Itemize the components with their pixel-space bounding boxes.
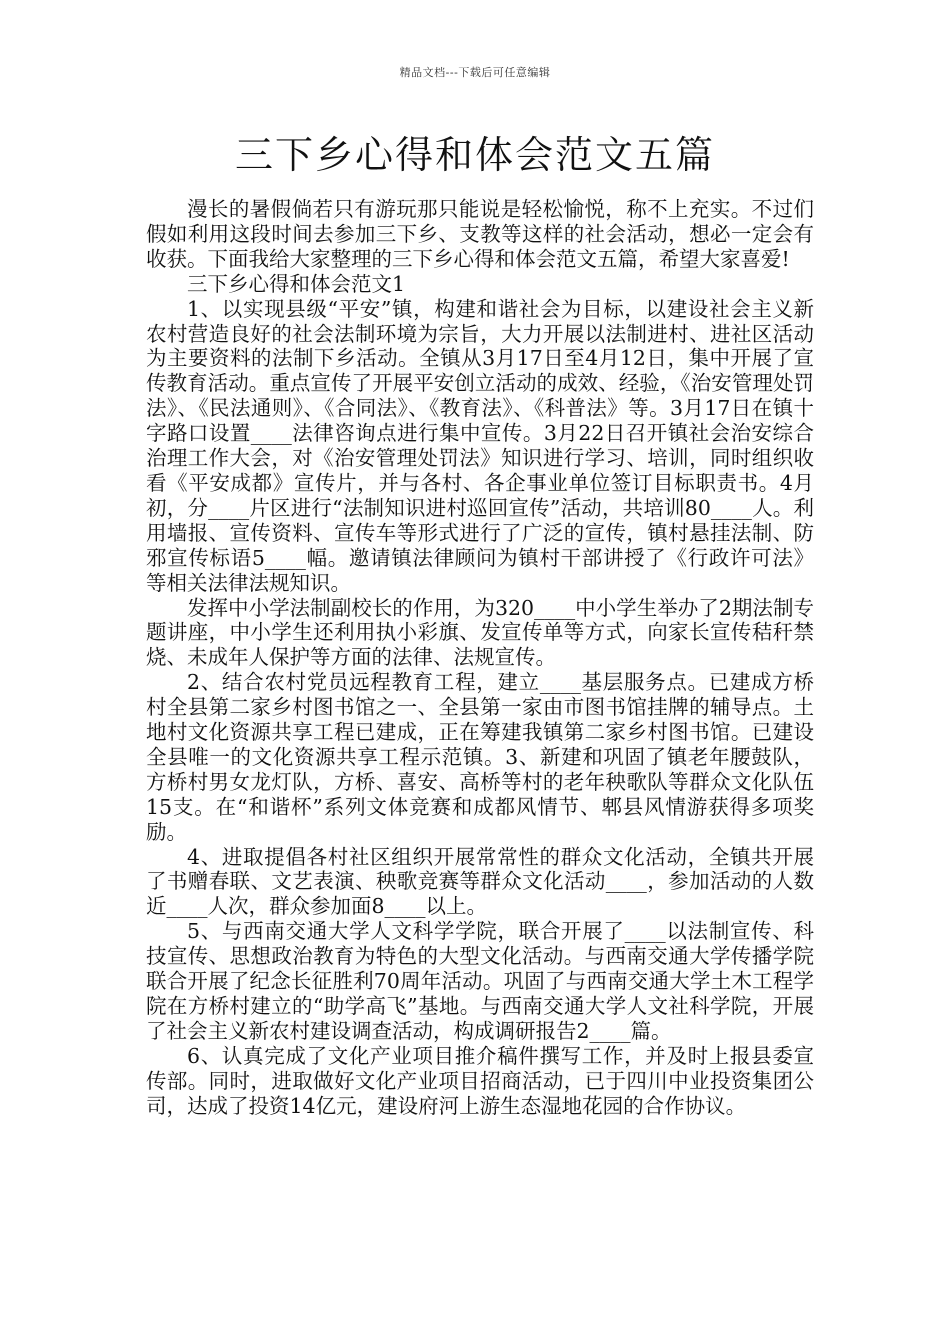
body-paragraph: 5、与西南交通大学人文科学学院，联合开展了____以法制宣传、科技宣传、思想政治教育为特色的大型文化活动。与西南交通大学传播学院联合开展了纪念长征胜利70周年活动。巩固了与西南交通大学土木工程学院在方桥村建立的“助学高飞”基地。与西南交通大学人文社科学院，开展了社会主义新农村建设调查活动，构成调研报告2____篇。 [146, 919, 814, 1043]
intro-paragraph: 漫长的暑假倘若只有游玩那只能说是轻松愉悦，称不上充实。不过们假如利用这段时间去参加三下乡、支教等这样的社会活动，想必一定会有收获。下面我给大家整理的三下乡心得和体会范文五篇，希望大家喜爱! [146, 197, 814, 271]
body-paragraph: 发挥中小学法制副校长的作用，为320____中小学生举办了2期法制专题讲座，中小学生还利用执小彩旗、发宣传单等方式，向家长宣传秸秆禁烧、未成年人保护等方面的法律、法规宣传。 [146, 595, 814, 670]
body-paragraph: 6、认真完成了文化产业项目推介稿件撰写工作，并及时上报县委宣传部。同时，进取做好文化产业项目招商活动，已于四川中业投资集团公司，达成了投资14亿元，建设府河上游生态湿地花园的合作协议。 [146, 1043, 814, 1118]
document-title: 三下乡心得和体会范文五篇 [234, 133, 715, 177]
header-note: 精品文档---下载后可任意编辑 [399, 66, 551, 79]
body-paragraph: 4、进取提倡各村社区组织开展常常性的群众文化活动，全镇共开展了书赠春联、文艺表演、秧歌竞赛等群众文化活动____，参加活动的人数近____人次，群众参加面8____以上。 [146, 844, 814, 919]
document-body [146, 197, 814, 1119]
section-heading: 三下乡心得和体会范文1 [187, 271, 406, 296]
body-paragraph: 2、结合农村党员远程教育工程，建立____基层服务点。已建成方桥村全县第二家乡村图书馆之一、全县第一家由市图书馆挂牌的辅导点。土地村文化资源共享工程已建成，正在筹建我镇第二家乡村图书馆。已建设全县唯一的文化资源共享工程示范镇。3、新建和巩固了镇老年腰鼓队，方桥村男女龙灯队，方桥、喜安、高桥等村的老年秧歌队等群众文化队伍15支。在“和谐杯”系列文体竞赛和成都风情节、郫县风情游获得多项奖励。 [146, 670, 814, 844]
body-paragraph: 1、以实现县级“平安”镇，构建和谐社会为目标，以建设社会主义新农村营造良好的社会法制环境为宗旨，大力开展以法制进村、进社区活动为主要资料的法制下乡活动。全镇从3月17日至4月12日，集中开展了宣传教育活动。重点宣传了开展平安创立活动的成效、经验，《治安管理处罚法》、《民法通则》、《合同法》、《教育法》、《科普法》等。3月17日在镇十字路口设置____法律咨询点进行集中宣传。3月22日召开镇社会治安综合治理工作大会，对《治安管理处罚法》知识进行学习、培训，同时组织收看《平安成都》宣传片，并与各村、各企事业单位签订目标职责书。4月初，分____片区进行“法制知识进村巡回宣传”活动，共培训80____人。利用墙报、宣传资料、宣传车等形式进行了广泛的宣传，镇村悬挂法制、防邪宣传标语5____幅。邀请镇法律顾问为镇村干部讲授了《行政许可法》等相关法律法规知识。 [146, 296, 814, 595]
